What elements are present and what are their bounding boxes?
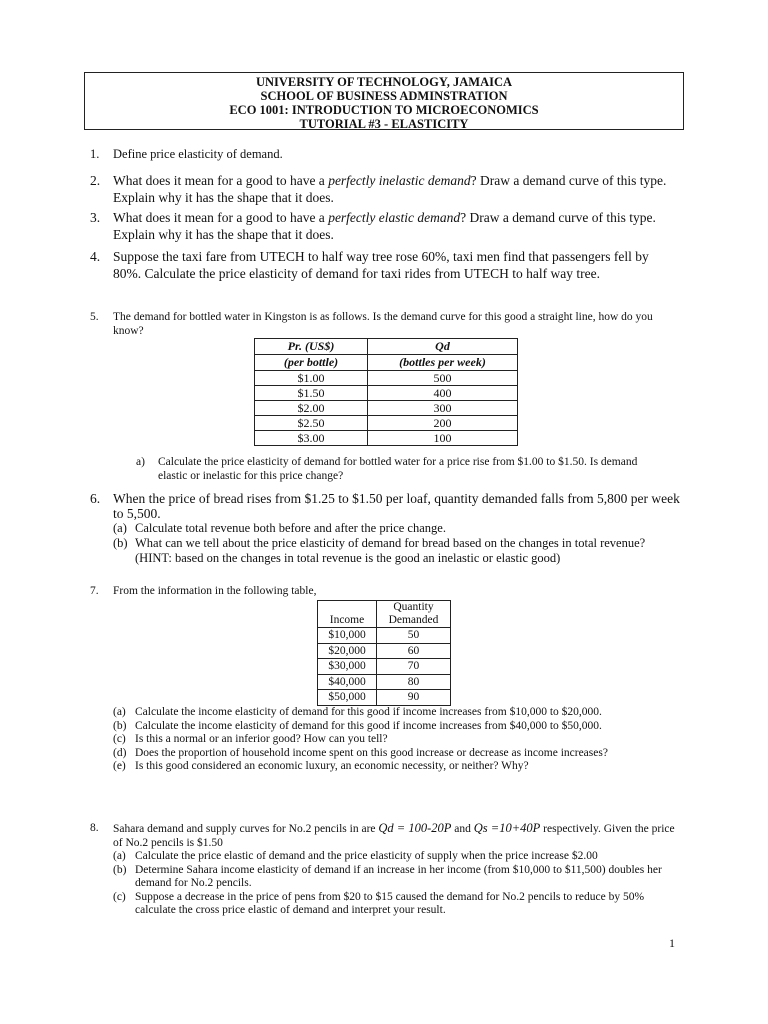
table-row — [255, 416, 518, 431]
question-text: The demand for bottled water in Kingston is as follows. Is the demand curve for this good a straight line, how do you know? — [113, 311, 653, 337]
sub-question-label: a) — [136, 456, 145, 468]
table-cell: 300 — [368, 401, 518, 416]
question-4 — [90, 248, 680, 282]
question-text: Define price elasticity of demand. — [113, 147, 283, 161]
table-cell: 60 — [377, 643, 451, 659]
sub-question-label: (a) — [113, 706, 126, 718]
table-cell: 400 — [368, 386, 518, 401]
sub-question-text: Calculate the income elasticity of demand for this good if income increases from $40,000 to $50,000. — [135, 719, 602, 732]
sub-question-text: Calculate the price elasticity of demand for bottled water for a price rise from $1.00 to $1.50. Is demand elastic or inelastic for this price change? — [158, 456, 638, 482]
question-7 — [90, 585, 680, 599]
sub-question-text: Determine Sahara income elasticity of demand if an increase in her income (from $10,000 to $11,500) doubles her demand for No.2 pencils. — [135, 863, 662, 889]
table-cell: 200 — [368, 416, 518, 431]
bottled-water-demand-table — [254, 338, 518, 446]
question-3 — [90, 210, 680, 243]
emphasis: perfectly inelastic demand — [328, 173, 471, 188]
sub-question-label: (c) — [113, 733, 126, 745]
table-cell: $1.50 — [255, 386, 368, 401]
table-row — [318, 674, 451, 690]
table-cell: $20,000 — [318, 643, 377, 659]
question-number: 2. — [90, 173, 101, 188]
question-8c — [113, 891, 680, 918]
table-cell: $30,000 — [318, 659, 377, 675]
question-6b — [113, 536, 680, 566]
question-5a — [136, 456, 656, 483]
question-8b — [113, 864, 680, 891]
table-row — [255, 401, 518, 416]
question-6a — [113, 521, 680, 536]
question-5 — [90, 311, 680, 338]
question-number: 4. — [90, 249, 101, 264]
question-number: 7. — [90, 585, 99, 597]
university-name: UNIVERSITY OF TECHNOLOGY, JAMAICA — [255, 75, 513, 89]
sub-question-label: (e) — [113, 760, 126, 772]
table-row — [255, 386, 518, 401]
question-7d — [113, 747, 680, 761]
question-7c — [113, 733, 680, 747]
question-7-parts — [90, 706, 680, 774]
question-number: 6. — [90, 491, 101, 506]
table-header-cell: Quantity Demanded — [377, 601, 451, 628]
table-header-cell: Qd — [368, 339, 518, 355]
question-7e — [113, 760, 680, 774]
table-cell: $50,000 — [318, 690, 377, 706]
table-row — [255, 431, 518, 446]
question-text: When the price of bread rises from $1.25 to $1.50 per loaf, quantity demanded falls from 5,800 per week to 5,500. — [113, 491, 680, 521]
table-header-row — [318, 601, 451, 628]
question-1 — [90, 147, 680, 162]
sub-question-label: (c) — [113, 890, 126, 903]
sub-question-label: (b) — [113, 536, 128, 550]
question-number: 1. — [90, 147, 100, 161]
title-box — [84, 72, 684, 130]
course-title: ECO 1001: INTRODUCTION TO MICROECONOMICS — [229, 103, 539, 117]
table-cell: $2.50 — [255, 416, 368, 431]
table-cell: 80 — [377, 674, 451, 690]
emphasis: perfectly elastic demand — [328, 210, 461, 225]
table-cell: 50 — [377, 628, 451, 644]
income-quantity-table — [317, 600, 451, 706]
table-cell: $2.00 — [255, 401, 368, 416]
question-number: 3. — [90, 210, 101, 225]
table-cell: $1.00 — [255, 371, 368, 386]
sub-question-text: Is this a normal or an inferior good? How can you tell? — [135, 733, 388, 745]
table-header-cell: Pr. (US$) — [255, 339, 368, 355]
question-body — [113, 491, 680, 566]
table-row — [318, 628, 451, 644]
question-number: 8. — [90, 822, 99, 834]
page-number: 1 — [669, 936, 675, 950]
table-cell: 70 — [377, 659, 451, 675]
table-header-row — [255, 339, 518, 355]
question-body — [113, 822, 680, 918]
sub-question-label: (b) — [113, 863, 127, 876]
table-cell: 90 — [377, 690, 451, 706]
question-2 — [90, 173, 680, 206]
table-header-cell: (per bottle) — [255, 355, 368, 371]
table-header-cell: Income — [318, 601, 377, 628]
question-6 — [90, 491, 680, 566]
question-7b — [113, 720, 680, 734]
sub-question-label: (a) — [113, 521, 127, 535]
sub-question-text: Suppose a decrease in the price of pens from $20 to $15 caused the demand for No.2 pencils to reduce by 50% calculate the cross price elastic of demand and interpret your result. — [135, 890, 645, 916]
table-row — [255, 371, 518, 386]
question-body — [113, 706, 680, 774]
question-8 — [90, 822, 680, 918]
question-text: From the information in the following table, — [113, 585, 317, 597]
table-cell: $10,000 — [318, 628, 377, 644]
sub-question-text: Does the proportion of household income spent on this good increase or decrease as income increases? — [135, 746, 608, 759]
question-7a — [113, 706, 680, 720]
sub-question-text: Calculate the income elasticity of demand for this good if income increases from $10,000 to $20,000. — [135, 706, 602, 718]
school-name: SCHOOL OF BUSINESS ADMINSTRATION — [260, 89, 508, 103]
question-8a — [113, 850, 680, 864]
sub-question-text: Is this good considered an economic luxury, an economic necessity, or neither? Why? — [135, 760, 529, 772]
sub-question-text: What can we tell about the price elasticity of demand for bread based on the changes in total revenue? (HINT: based on the changes in total revenue is the good an inelastic or elastic good) — [135, 536, 646, 565]
table-cell: $40,000 — [318, 674, 377, 690]
question-text: Suppose the taxi fare from UTECH to half way tree rose 60%, taxi men find that passengers fell by 80%. Calculate the price elasticity of demand for taxi rides from UTECH to half way tree. — [113, 249, 649, 281]
table-cell: $3.00 — [255, 431, 368, 446]
table-row — [318, 659, 451, 675]
supply-equation: Qs =10+40P — [473, 821, 541, 835]
table-header-cell: (bottles per week) — [368, 355, 518, 371]
table-row — [318, 643, 451, 659]
sub-question-label: (d) — [113, 746, 127, 759]
table-cell: 500 — [368, 371, 518, 386]
tutorial-title: TUTORIAL #3 - ELASTICITY — [299, 117, 469, 131]
question-text: What does it mean for a good to have a perfectly elastic demand? Draw a demand curve of this type. Explain why it has the shape that it does. — [113, 210, 656, 242]
sub-question-label: (b) — [113, 719, 127, 732]
table-row — [318, 690, 451, 706]
question-text: Sahara demand and supply curves for No.2 pencils in are Qd = 100-20P and Qs =10+40P respectively. Given the price of No.2 pencils is $1.50 — [113, 821, 675, 849]
question-text: What does it mean for a good to have a perfectly inelastic demand? Draw a demand curve of this type. Explain why it has the shape that it does. — [113, 173, 667, 205]
sub-question-text: Calculate total revenue both before and after the price change. — [135, 521, 446, 535]
sub-question-label: (a) — [113, 850, 126, 862]
table-header-row — [255, 355, 518, 371]
question-number: 5. — [90, 311, 99, 323]
sub-question-text: Calculate the price elastic of demand and the price elasticity of supply when the price increase $2.00 — [135, 850, 598, 862]
demand-equation: Qd = 100-20P — [378, 821, 452, 835]
table-cell: 100 — [368, 431, 518, 446]
